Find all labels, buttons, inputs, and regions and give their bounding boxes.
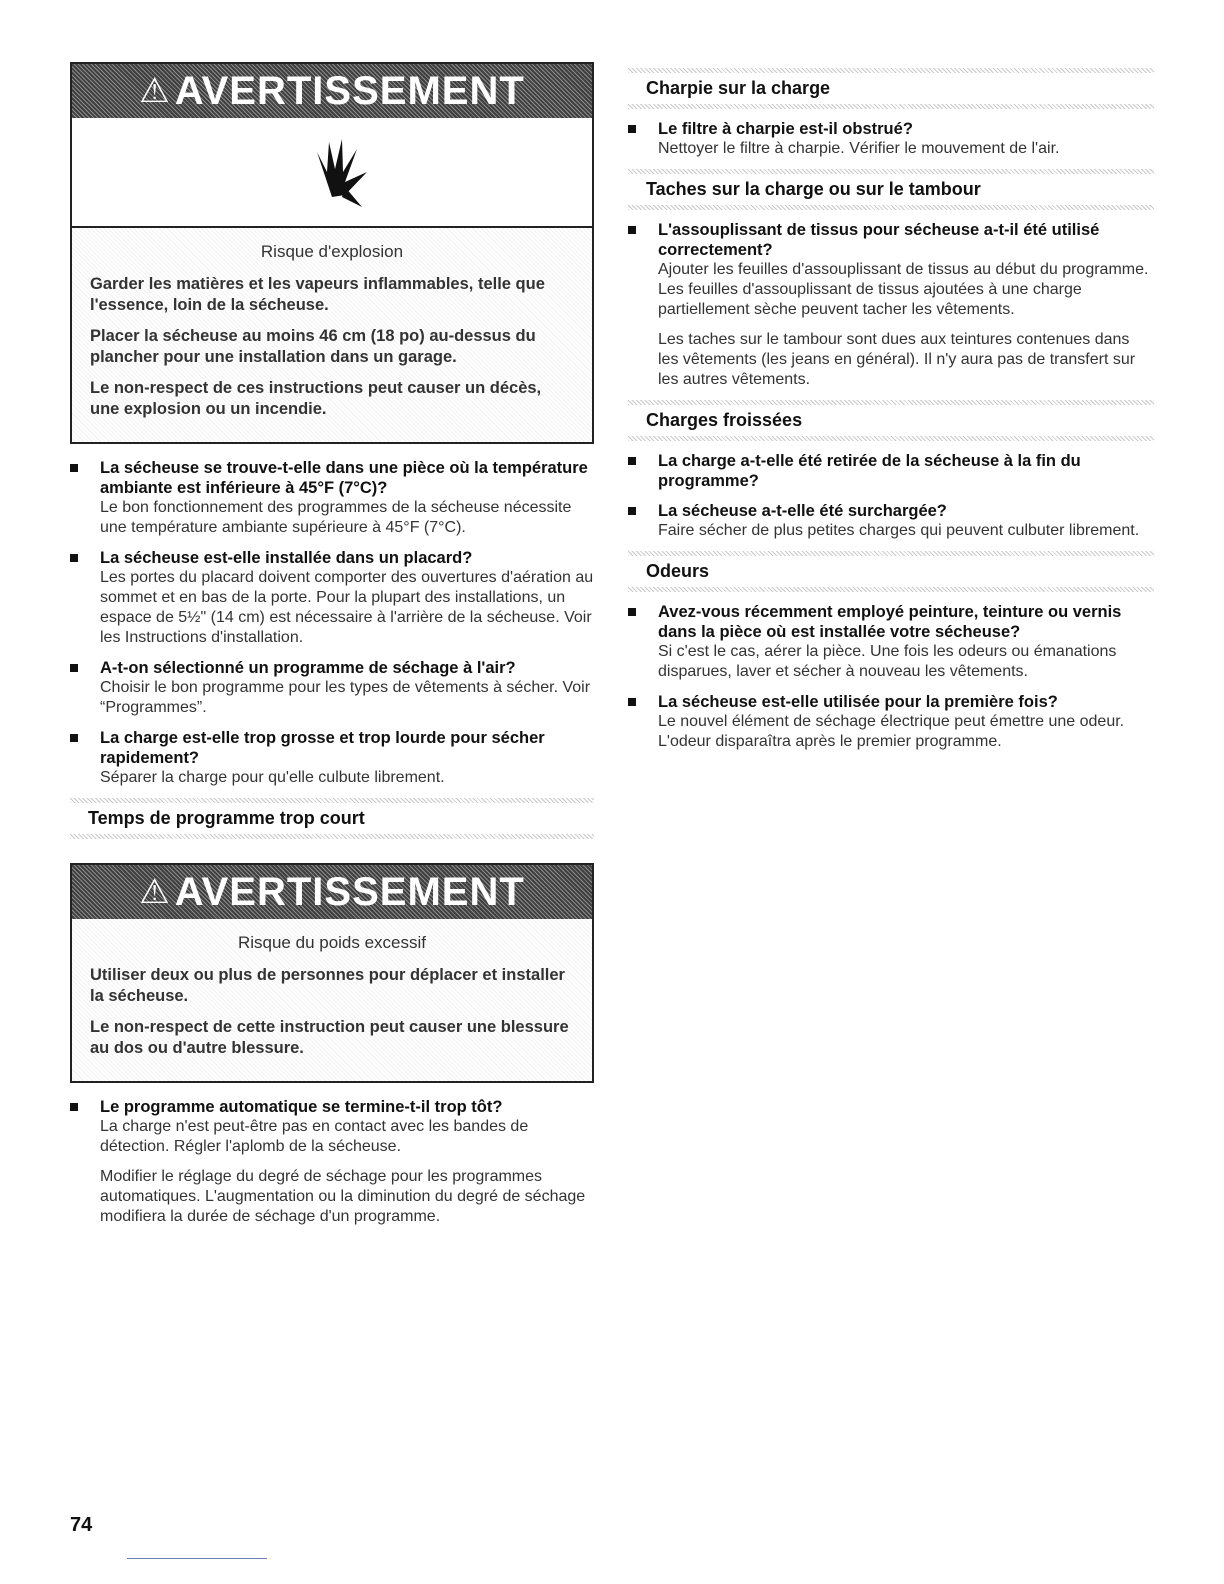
bullet-icon [628,507,636,515]
left-column [70,62,594,1237]
question: La sécheuse est-elle installée dans un placard? [100,549,473,567]
answer: Le nouvel élément de séchage électrique peut émettre une odeur. L'odeur disparaîtra après le premier programme. [658,713,1125,750]
answer: Les portes du placard doivent comporter des ouvertures d'aération au sommet et en bas de la porte. Pour la plupart des installations, un espace de 5½" (14 cm) est nécessaire à l'arrière de la sécheuse. Voir les Instructions d'installation. [100,569,594,646]
list-item [628,692,1154,752]
answer: Le bon fonctionnement des programmes de la sécheuse nécessite une température ambiante supérieure à 45°F (7°C). [100,499,572,536]
list-item [70,548,594,648]
question: Le programme automatique se termine-t-il trop tôt? [100,1098,503,1116]
explosion-warning-box [70,62,594,444]
question: Avez-vous récemment employé peinture, teinture ou vernis dans la pièce où est installée votre sécheuse? [658,603,1122,641]
bullet-icon [628,226,636,234]
question: La charge est-elle trop grosse et trop lourde pour sécher rapidement? [100,729,545,767]
warning-header [72,865,592,919]
section-heading-cycle-time: Temps de programme trop court [70,798,594,839]
bullet-icon [70,664,78,672]
question: L'assouplissant de tissus pour sécheuse a-t-il été utilisé correctement? [658,221,1100,259]
additional-answer: Modifier le réglage du degré de séchage pour les programmes automatiques. L'augmentation ou la diminution du degré de séchage modifiera la durée de séchage d'un programme. [100,1168,586,1225]
answer: Nettoyer le filtre à charpie. Vérifier le mouvement de l'air. [658,140,1060,157]
question: Le filtre à charpie est-il obstrué? [658,120,913,138]
bullet-icon [70,464,78,472]
warning-body [72,228,592,442]
answer: Choisir le bon programme pour les types de vêtements à sécher. Voir “Programmes”. [100,679,591,716]
list-item [628,119,1154,159]
explosion-symbol-area [72,118,592,228]
bullet-icon [70,554,78,562]
warning-paragraph: Garder les matières et les vapeurs inflammables, telle que l'essence, loin de la sécheuse. [90,275,545,314]
list-item [628,602,1154,682]
warning-body [72,919,592,1081]
question: A-t-on sélectionné un programme de séchage à l'air? [100,659,516,677]
bullet-icon [70,734,78,742]
answer: Séparer la charge pour qu'elle culbute librement. [100,769,445,786]
list-item [628,220,1154,320]
section-heading-stains: Taches sur la charge ou sur le tambour [628,169,1154,210]
warning-risk: Risque du poids excessif [237,933,427,952]
explosion-icon [287,127,377,217]
list-item [70,658,594,718]
warning-paragraph: Utiliser deux ou plus de personnes pour déplacer et installer la sécheuse. [90,966,565,1005]
page-number: 74 [70,1514,93,1536]
bullet-icon [628,698,636,706]
warning-title: AVERTISSEMENT [174,869,525,914]
answer: La charge n'est peut-être pas en contact avec les bandes de détection. Régler l'aplomb de la sécheuse. [100,1118,529,1155]
question: La sécheuse est-elle utilisée pour la première fois? [658,693,1058,711]
section-heading-odors: Odeurs [628,551,1154,592]
question: La sécheuse se trouve-t-elle dans une pièce où la température ambiante est inférieure à 45°F (7°C)? [100,459,588,497]
right-column [628,62,1154,762]
bullet-icon [628,608,636,616]
warning-triangle-icon: ⚠ [139,873,171,911]
list-item [628,451,1154,491]
section-heading-wrinkles: Charges froissées [628,400,1154,441]
question: La charge a-t-elle été retirée de la sécheuse à la fin du programme? [658,452,1081,490]
answer: Faire sécher de plus petites charges qui peuvent culbuter librement. [658,522,1140,539]
section-heading-lint: Charpie sur la charge [628,68,1154,109]
warning-title: AVERTISSEMENT [174,68,525,113]
footer-rule [127,1558,267,1559]
list-item [70,728,594,788]
list-item [70,1097,594,1157]
bullet-icon [628,125,636,133]
list-item [628,501,1154,541]
list-item [70,458,594,538]
weight-warning-box [70,863,594,1083]
additional-answer: Les taches sur le tambour sont dues aux teintures contenues dans les vêtements (les jeans en général). Il n'y aura pas de transfert sur les autres vêtements. [658,331,1136,388]
warning-triangle-icon: ⚠ [139,72,171,110]
warning-header [72,64,592,118]
warning-paragraph: Le non-respect de cette instruction peut causer une blessure au dos ou d'autre blessure. [90,1018,569,1057]
warning-paragraph: Placer la sécheuse au moins 46 cm (18 po) au-dessus du plancher pour une installation dans un garage. [90,327,536,366]
warning-risk: Risque d'explosion [260,242,404,261]
warning-paragraph: Le non-respect de ces instructions peut causer un décès, une explosion ou un incendie. [90,379,542,418]
answer: Si c'est le cas, aérer la pièce. Une fois les odeurs ou émanations disparues, laver et sécher à nouveau les vêtements. [658,643,1117,680]
answer: Ajouter les feuilles d'assouplissant de tissus au début du programme. Les feuilles d'assouplissant de tissus ajoutées à une charge partiellement sèche peuvent tacher les vêtements. [658,261,1149,318]
bullet-icon [628,457,636,465]
question: La sécheuse a-t-elle été surchargée? [658,502,947,520]
bullet-icon [70,1103,78,1111]
